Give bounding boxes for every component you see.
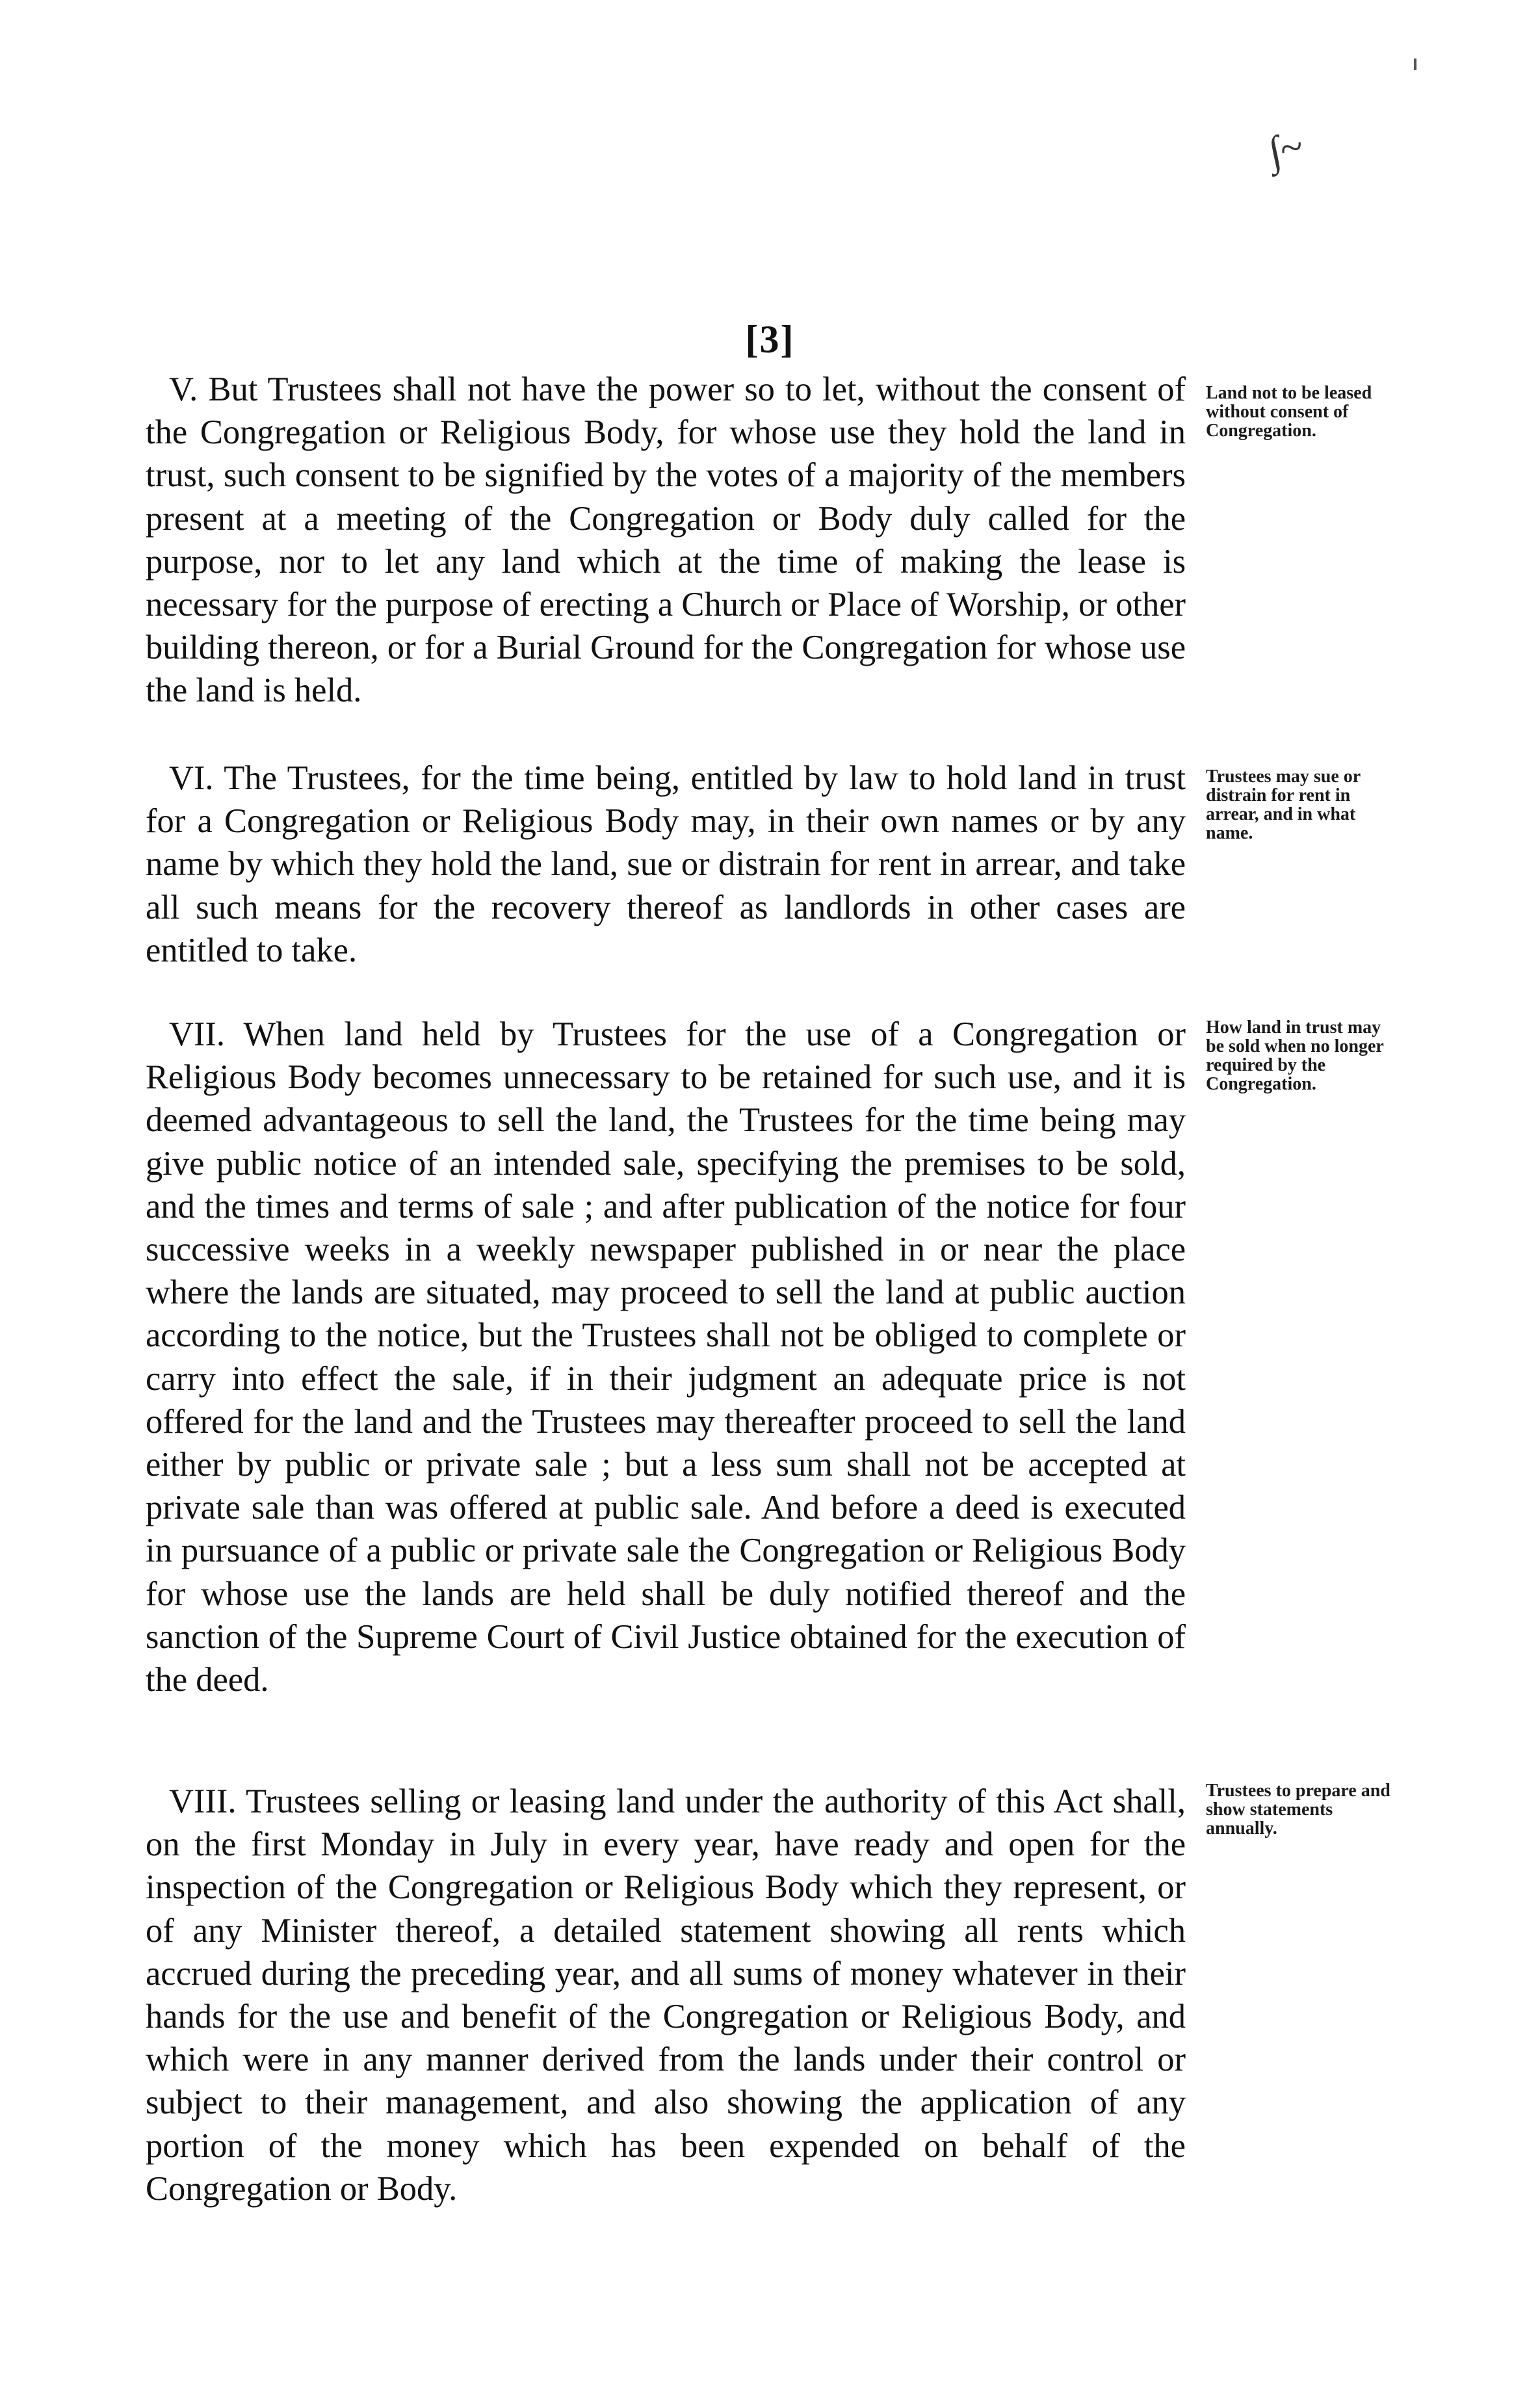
section-text: When land held by Trustees for the use of a Congregation or Religious Body becomes unnecessary to be retained for such use, and it is deemed advantageous to sell the land, the Trustees for the time being may give public notice of an intended sale, specifying the premises to be sold, and the times and terms of sale ; and after publication of the notice for four successive weeks in a weekly newspaper published in or near the place where the lands are situated, may proceed to sell the land at public auction according to the notice, but the Trustees shall not be obliged to complete or carry into effect the sale, if in their judgment an adequate price is not offered for the land and the Trustees may thereafter proceed to sell the land either by public or private sale ; but a less sum shall not be accepted at private sale than was offered at public sale. And before a deed is executed in pursuance of a public or private sale the Congregation or Religious Body for whose use the lands are held shall be duly notified thereof and the sanction of the Supreme Court of Civil Justice obtained for the execution of the deed. xyxy=(146,1015,1186,1699)
margin-note-v: Land not to be leased without consent of Congregation. xyxy=(1206,383,1372,441)
section-numeral: VI. xyxy=(169,759,214,797)
section-v xyxy=(146,368,1186,713)
section-numeral: V. xyxy=(169,371,198,408)
section-viii xyxy=(146,1780,1186,2210)
section-numeral: VII. xyxy=(169,1015,226,1053)
margin-note-viii: Trustees to prepare and show statements annually. xyxy=(1206,1781,1390,1838)
stray-mark xyxy=(1414,59,1416,70)
handwritten-corner-mark: ∫~ xyxy=(1264,122,1307,175)
section-text: Trustees selling or leasing land under the authority of this Act shall, on the first Monday in July in every year, have ready and open for the inspection of the Congregation or Religious Body which they represent, or of any Minister thereof, a detailed statement showing all rents which accrued during the preceding year, and all sums of money whatever in their hands for the use and benefit of the Congregation or Religious Body, and which were in any manner derived from the lands under their control or subject to their management, and also showing the application of any portion of the money which has been expended on behalf of the Congregation or Body. xyxy=(146,1783,1186,2208)
section-vi xyxy=(146,757,1186,972)
page-number: [3] xyxy=(745,318,795,361)
section-vii xyxy=(146,1013,1186,1701)
section-text: The Trustees, for the time being, entitled by law to hold land in trust for a Congregation or Religious Body may, in their own names or by any name by which they hold the land, sue or distrain for rent in arrear, and take all such means for the recovery thereof as landlords in other cases are entitled to take. xyxy=(146,759,1186,969)
section-numeral: VIII. xyxy=(169,1783,237,1820)
margin-note-vii: How land in trust may be sold when no longer required by the Congregation. xyxy=(1206,1017,1384,1094)
section-text: But Trustees shall not have the power so to let, without the consent of the Congregation or Religious Body, for whose use they hold the land in trust, such consent to be signified by the votes of a majority of the members present at a meeting of the Congregation or Body duly called for the purpose, nor to let any land which at the time of making the lease is necessary for the purpose of erecting a Church or Place of Worship, or other building thereon, or for a Burial Ground for the Congregation for whose use the land is held. xyxy=(146,371,1186,710)
margin-note-vi: Trustees may sue or distrain for rent in arrear, and in what name. xyxy=(1206,766,1361,843)
